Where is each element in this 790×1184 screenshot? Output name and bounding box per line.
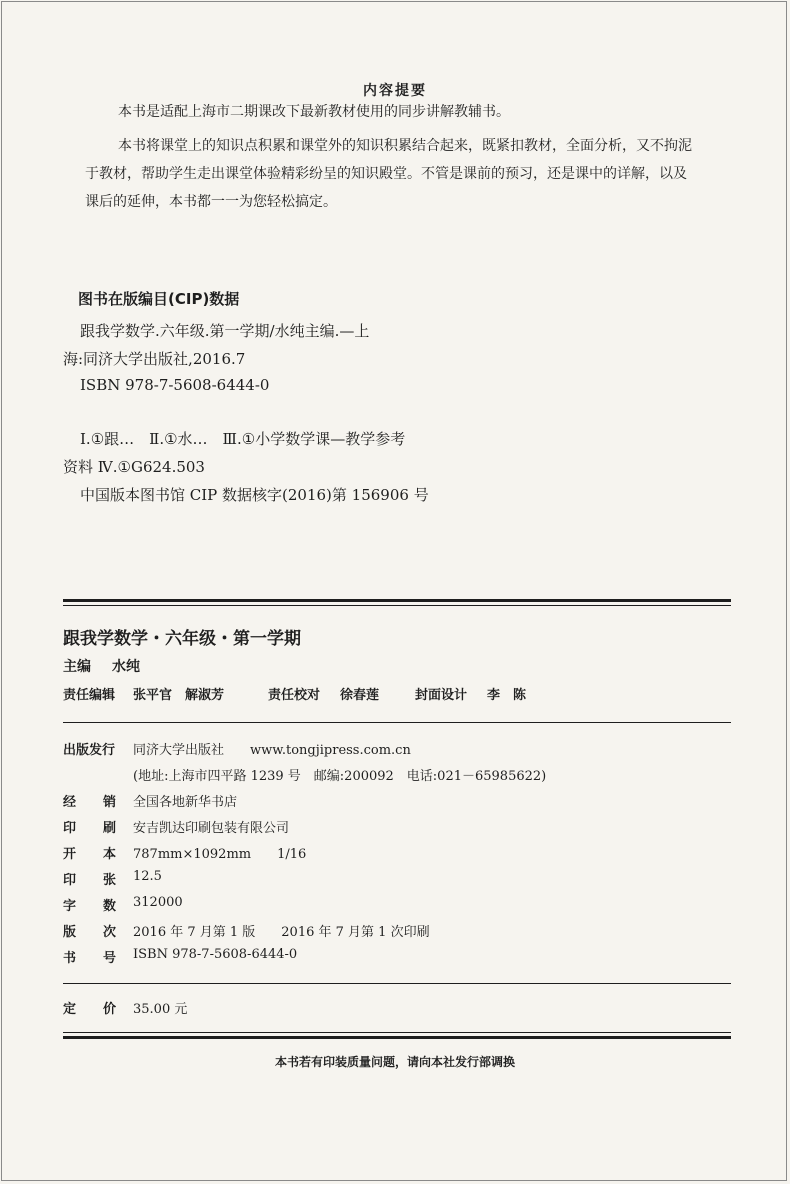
bottom-double-rule-thin: [63, 1032, 731, 1033]
price-top-rule: [63, 983, 731, 984]
top-double-rule-thin: [63, 605, 731, 606]
info-row-label: 开 本: [63, 847, 117, 862]
duty-editor-label: 责任编辑: [63, 688, 116, 703]
cip-record-number: 中国版本图书馆 CIP 数据核字(2016)第 156906 号: [80, 486, 429, 504]
info-row-value: 2016 年 7 月第 1 版 2016 年 7 月第 1 次印刷: [133, 925, 430, 940]
bottom-double-rule-thick: [63, 1036, 731, 1039]
cip-line2: 海:同济大学出版社,2016.7: [63, 350, 246, 368]
price-label: 定 价: [63, 1002, 117, 1017]
info-top-rule: [63, 722, 731, 723]
publisher-label: 出版发行: [63, 743, 116, 758]
cover-design-label: 封面设计: [415, 688, 468, 703]
proofreader-name: 徐春莲: [340, 688, 380, 703]
duty-editors: 张平官 解淑芳: [133, 688, 225, 703]
editor-name: 水纯: [112, 659, 140, 675]
info-row-label: 印 刷: [63, 821, 117, 836]
publisher-value: 同济大学出版社 www.tongjipress.com.cn: [133, 743, 411, 758]
cip-classification: Ⅰ.①跟… Ⅱ.①水… Ⅲ.①小学数学课—教学参考: [80, 430, 406, 448]
info-row-value: 安吉凯达印刷包装有限公司: [133, 821, 290, 836]
info-row-value: 全国各地新华书店: [133, 795, 238, 810]
summary-para2-line2: 于教材，帮助学生走出课堂体验精彩纷呈的知识殿堂。不管是课前的预习，还是课中的详解，以及: [85, 166, 687, 182]
info-row-label: 字 数: [63, 899, 117, 914]
info-row-value: 312000: [133, 895, 183, 910]
summary-para2-line3: 课后的延伸，本书都一一为您轻松搞定。: [85, 194, 337, 210]
info-row-label: 印 张: [63, 873, 117, 888]
cip-heading: 图书在版编目(CIP)数据: [78, 290, 240, 308]
summary-title: 内容提要: [363, 83, 427, 99]
summary-para1: 本书是适配上海市二期课改下最新教材使用的同步讲解教辅书。: [118, 104, 510, 120]
book-title: 跟我学数学・六年级・第一学期: [63, 629, 301, 649]
info-row-label: 经 销: [63, 795, 117, 810]
top-double-rule-thick: [63, 599, 731, 602]
price-value: 35.00 元: [133, 1002, 188, 1017]
cip-isbn: ISBN 978-7-5608-6444-0: [80, 376, 270, 394]
cip-line1: 跟我学数学.六年级.第一学期/水纯主编.—上: [80, 322, 370, 340]
info-row-label: 版 次: [63, 925, 117, 940]
info-row-value: ISBN 978-7-5608-6444-0: [133, 947, 298, 962]
cip-classification-cont: 资料 Ⅳ.①G624.503: [63, 458, 205, 476]
proofreader-label: 责任校对: [268, 688, 321, 703]
publisher-address: (地址:上海市四平路 1239 号 邮编:200092 电话:021－65985622): [133, 769, 547, 784]
info-row-label: 书 号: [63, 951, 117, 966]
info-row-value: 787mm×1092mm 1/16: [133, 847, 307, 862]
editor-label: 主编: [63, 659, 91, 675]
summary-para2-line1: 本书将课堂上的知识点积累和课堂外的知识积累结合起来，既紧扣教材，全面分析，又不拘泥: [118, 138, 692, 154]
quality-notice: 本书若有印装质量问题，请向本社发行部调换: [274, 1055, 515, 1069]
cover-designer: 李 陈: [487, 688, 527, 703]
info-row-value: 12.5: [133, 869, 162, 884]
